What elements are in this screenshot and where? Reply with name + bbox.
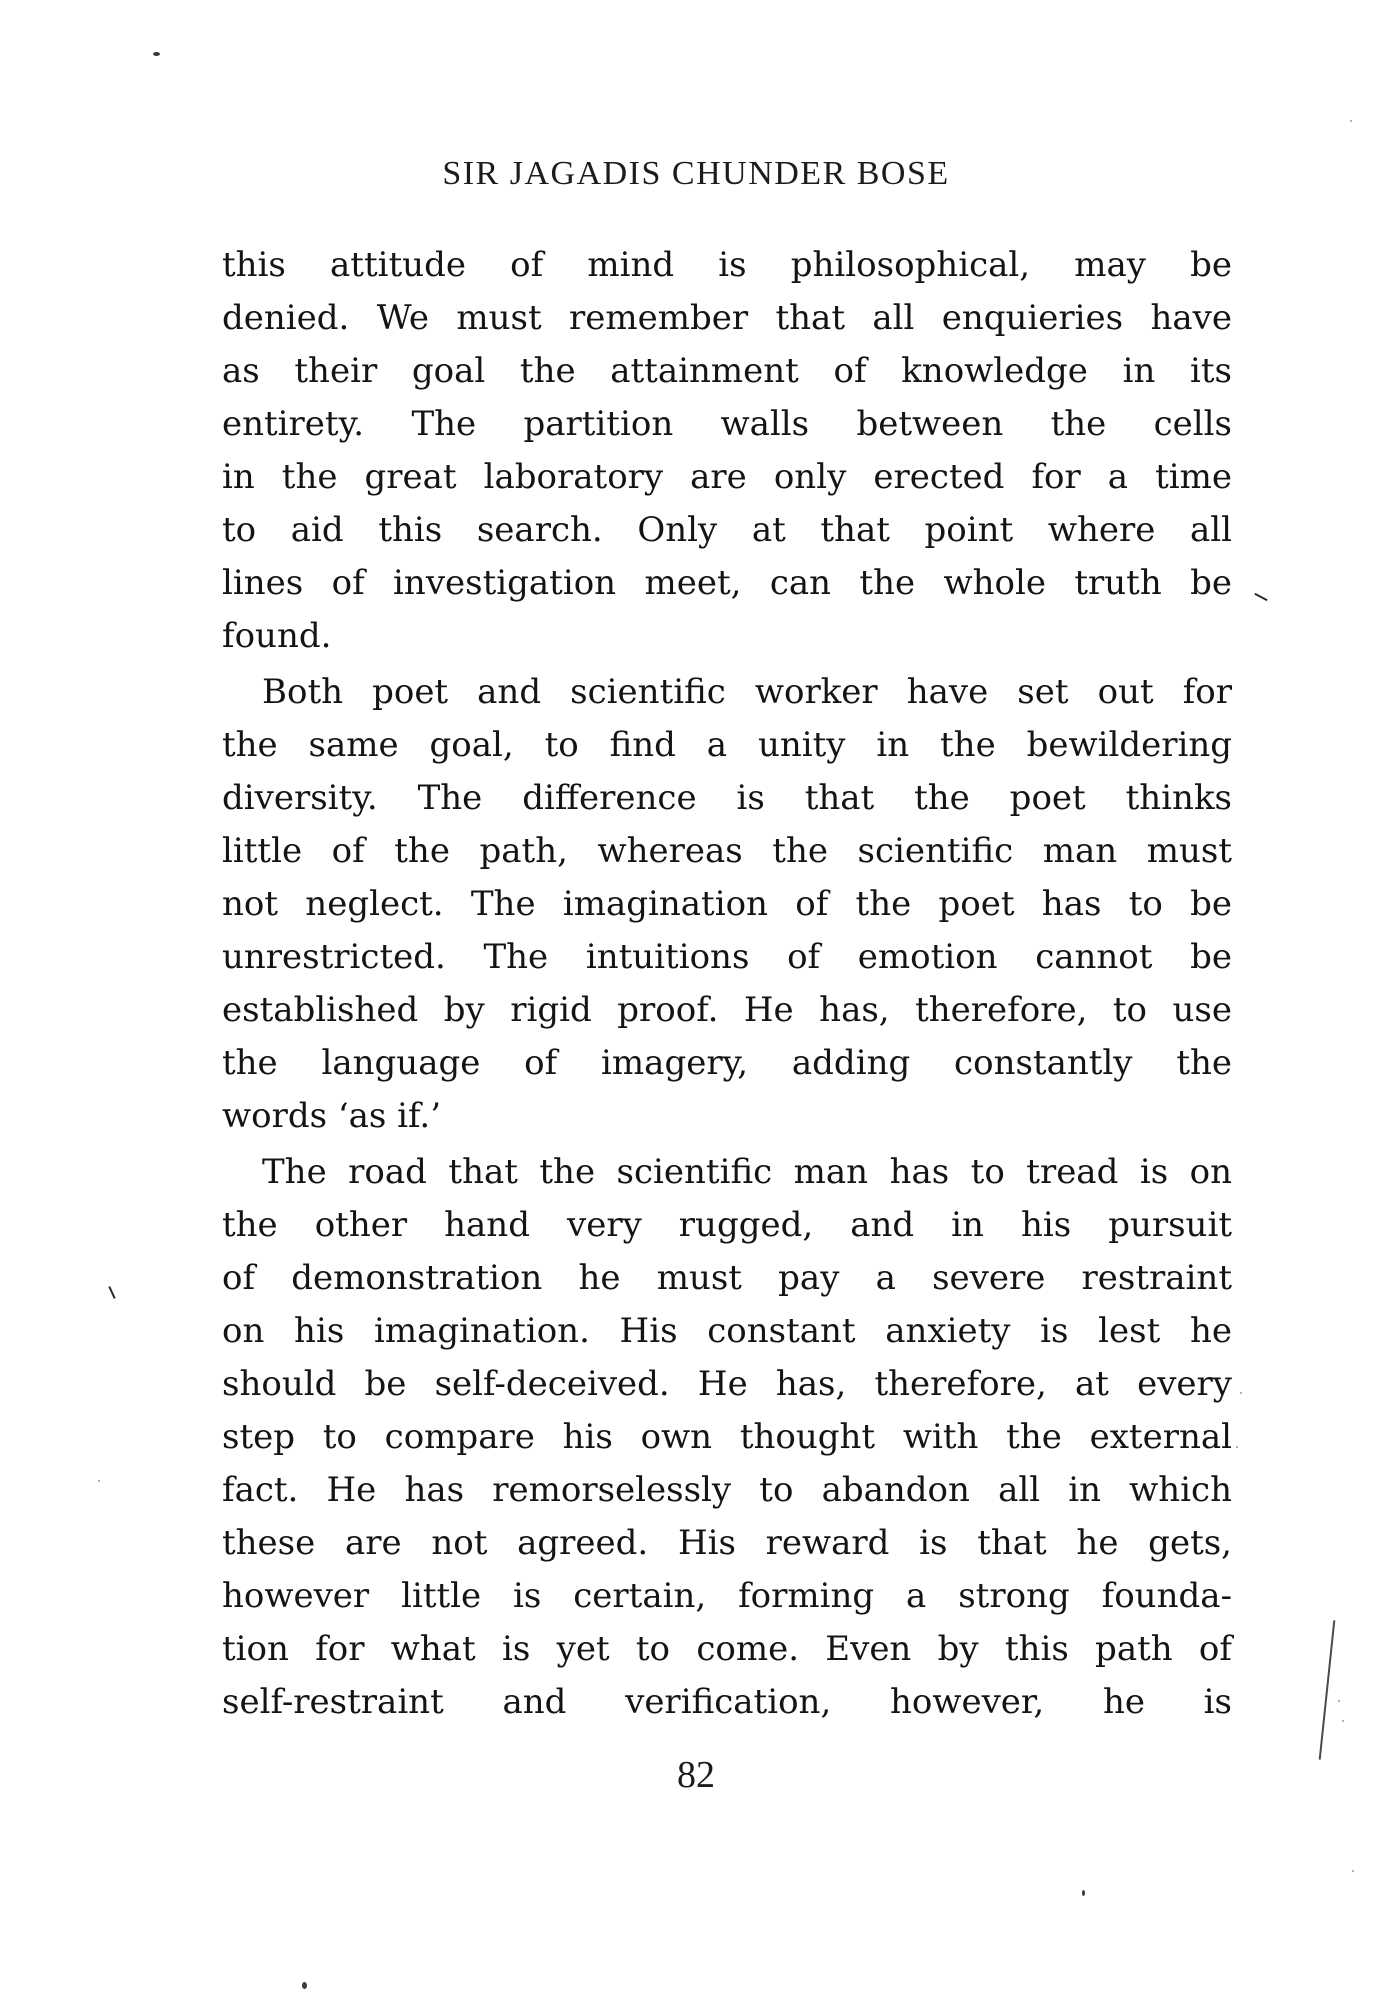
- text-line: these are not agreed. His reward is that he gets,: [222, 1523, 1232, 1563]
- text-line: this attitude of mind is philosophical, may be: [222, 245, 1232, 285]
- page-number: 82: [677, 1754, 715, 1796]
- text-line: tion for what is yet to come. Even by this path of: [222, 1629, 1232, 1669]
- text-line: entirety. The partition walls between the cells: [222, 404, 1232, 444]
- text-line: fact. He has remorselessly to abandon all in which: [222, 1470, 1232, 1510]
- text-line: the language of imagery, adding constantly the: [222, 1043, 1232, 1083]
- text-line: in the great laboratory are only erected for a time: [222, 457, 1232, 497]
- text-line: unrestricted. The intuitions of emotion cannot be: [222, 937, 1232, 977]
- text-line: The road that the scientific man has to tread is on: [262, 1152, 1232, 1192]
- text-line: not neglect. The imagination of the poet has to be: [222, 884, 1232, 924]
- text-line: as their goal the attainment of knowledge in its: [222, 351, 1232, 391]
- text-line: on his imagination. His constant anxiety is lest he: [222, 1311, 1232, 1351]
- text-line: little of the path, whereas the scientific man must: [222, 831, 1232, 871]
- text-line: words ‘as if.’: [222, 1096, 442, 1136]
- scan-speck: [1236, 1446, 1238, 1448]
- scan-mark: [108, 1286, 115, 1299]
- text-line: should be self-deceived. He has, therefore, at every: [222, 1364, 1232, 1404]
- running-head: SIR JAGADIS CHUNDER BOSE: [442, 155, 950, 192]
- scan-speck: [1342, 1720, 1344, 1722]
- scan-speck: [1352, 1870, 1354, 1872]
- scan-mark: [1319, 1620, 1336, 1759]
- text-line: the other hand very rugged, and in his pursuit: [222, 1205, 1232, 1245]
- scan-speck: [1082, 1890, 1085, 1896]
- text-line: Both poet and scientific worker have set out for: [262, 672, 1232, 712]
- scan-speck: [302, 1982, 307, 1989]
- scan-speck: [1338, 1700, 1340, 1702]
- text-line: of demonstration he must pay a severe restraint: [222, 1258, 1232, 1298]
- text-line: step to compare his own thought with the external: [222, 1417, 1232, 1457]
- text-line: to aid this search. Only at that point where all: [222, 510, 1232, 550]
- scan-speck: [1350, 120, 1352, 122]
- scan-speck: [1240, 1392, 1242, 1394]
- text-line: found.: [222, 616, 332, 656]
- text-line: however little is certain, forming a strong founda-: [222, 1576, 1232, 1616]
- text-line: established by rigid proof. He has, therefore, to use: [222, 990, 1232, 1030]
- scan-mark: [1254, 593, 1267, 601]
- text-line: self-restraint and verification, however, he is: [222, 1682, 1232, 1722]
- text-line: lines of investigation meet, can the whole truth be: [222, 563, 1232, 603]
- text-line: the same goal, to find a unity in the bewildering: [222, 725, 1232, 765]
- scan-speck: [98, 1480, 100, 1482]
- scan-speck: [153, 52, 160, 56]
- text-line: denied. We must remember that all enquieries have: [222, 298, 1232, 338]
- text-line: diversity. The difference is that the poet thinks: [222, 778, 1232, 818]
